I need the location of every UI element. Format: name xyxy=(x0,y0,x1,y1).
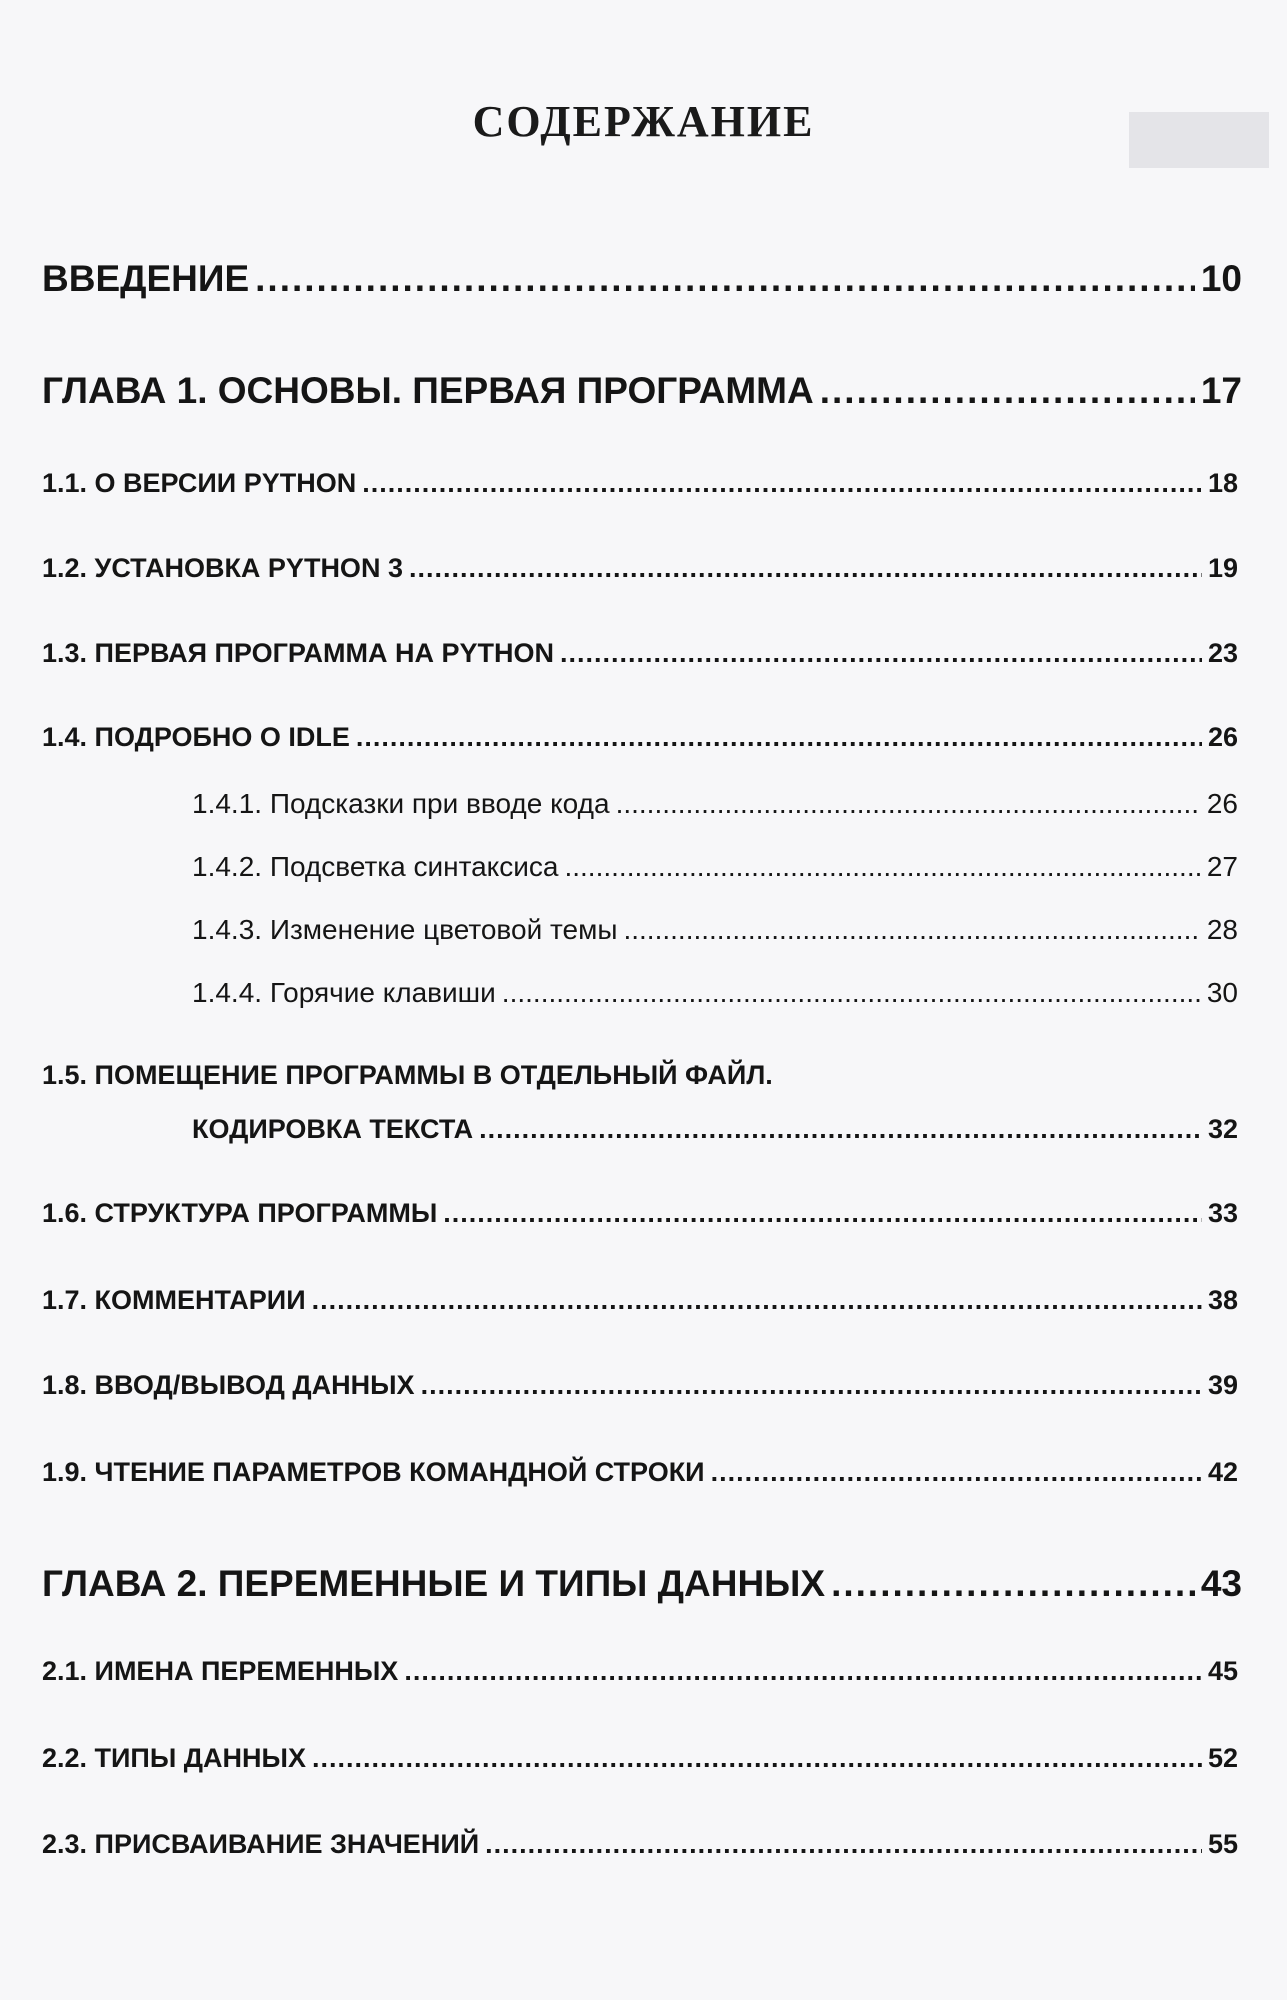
dot-leader xyxy=(362,468,1202,499)
toc-entry-section-2-2 xyxy=(42,1743,1238,1774)
toc-page-number: 42 xyxy=(1207,1457,1238,1487)
toc-page-number: 27 xyxy=(1206,851,1238,882)
toc-entry-chapter-2 xyxy=(42,1563,1242,1605)
toc-entry-subsection-1-4-2 xyxy=(192,851,1238,883)
toc-label: 1.6. СТРУКТУРА ПРОГРАММЫ xyxy=(42,1198,438,1228)
toc-entry-section-1-7 xyxy=(42,1285,1238,1316)
toc-page-number: 23 xyxy=(1207,638,1238,668)
toc-entry-section-1-1 xyxy=(42,468,1238,499)
toc-label: ВВЕДЕНИЕ xyxy=(42,258,250,299)
toc-label: ГЛАВА 1. ОСНОВЫ. ПЕРВАЯ ПРОГРАММА xyxy=(42,370,814,411)
toc-entry-section-2-3 xyxy=(42,1829,1238,1860)
toc-entry-subsection-1-4-4 xyxy=(192,977,1238,1009)
toc-entry-subsection-1-4-3 xyxy=(192,914,1238,946)
dot-leader xyxy=(421,1370,1202,1401)
toc-label: 1.4.4. Горячие клавиши xyxy=(192,977,496,1008)
dot-leader xyxy=(356,722,1202,753)
toc-label: ГЛАВА 2. ПЕРЕМЕННЫЕ И ТИПЫ ДАННЫХ xyxy=(42,1563,826,1604)
dot-leader xyxy=(312,1285,1202,1316)
toc-label: 1.4.2. Подсветка синтаксиса xyxy=(192,851,559,882)
toc-page-number: 38 xyxy=(1207,1285,1238,1315)
toc-entry-section-1-5 xyxy=(192,1114,1238,1145)
toc-page-number: 55 xyxy=(1207,1829,1238,1859)
dot-leader xyxy=(502,977,1201,1009)
dot-leader xyxy=(820,370,1195,412)
toc-label: 1.4. ПОДРОБНО О IDLE xyxy=(42,722,350,752)
toc-entry-subsection-1-4-1 xyxy=(192,788,1238,820)
dot-leader xyxy=(560,638,1202,669)
toc-label: 1.9. ЧТЕНИЕ ПАРАМЕТРОВ КОМАНДНОЙ СТРОКИ xyxy=(42,1457,705,1487)
dot-leader xyxy=(255,258,1195,300)
toc-entry-section-1-9 xyxy=(42,1457,1238,1488)
dot-leader xyxy=(616,788,1201,820)
dot-leader xyxy=(312,1743,1202,1774)
toc-label: 1.7. КОММЕНТАРИИ xyxy=(42,1285,306,1315)
toc-label: 1.3. ПЕРВАЯ ПРОГРАММА НА PYTHON xyxy=(42,638,555,668)
dot-leader xyxy=(564,851,1200,883)
toc-entry-section-2-1 xyxy=(42,1656,1238,1687)
toc-label-line-2: КОДИРОВКА ТЕКСТА xyxy=(192,1114,474,1144)
toc-label: 1.4.3. Изменение цветовой темы xyxy=(192,914,618,945)
toc-page-number: 28 xyxy=(1206,914,1238,945)
dot-leader xyxy=(623,914,1200,946)
toc-entry-section-1-3 xyxy=(42,638,1238,669)
toc-label: 1.4.1. Подсказки при вводе кода xyxy=(192,788,610,819)
toc-page-number: 30 xyxy=(1206,977,1238,1008)
toc-entry-section-1-6 xyxy=(42,1198,1238,1229)
toc-page-number: 17 xyxy=(1200,370,1242,411)
toc-label: 2.2. ТИПЫ ДАННЫХ xyxy=(42,1743,306,1773)
dot-leader xyxy=(443,1198,1202,1229)
toc-page-number: 39 xyxy=(1207,1370,1238,1400)
toc-page-number: 18 xyxy=(1207,468,1238,498)
toc-page-number: 26 xyxy=(1207,722,1238,752)
toc-page-number: 10 xyxy=(1200,258,1242,299)
toc-page-number: 52 xyxy=(1207,1743,1238,1773)
page-title: СОДЕРЖАНИЕ xyxy=(472,97,815,146)
toc-entry-chapter-1 xyxy=(42,370,1242,412)
toc-label: 1.8. ВВОД/ВЫВОД ДАННЫХ xyxy=(42,1370,415,1400)
toc-entry-introduction xyxy=(42,258,1242,300)
toc-label-line-1: 1.5. ПОМЕЩЕНИЕ ПРОГРАММЫ В ОТДЕЛЬНЫЙ ФАЙЛ. xyxy=(42,1060,773,1090)
toc-page-number: 43 xyxy=(1200,1563,1242,1604)
dot-leader xyxy=(831,1563,1195,1605)
toc-label: 2.1. ИМЕНА ПЕРЕМЕННЫХ xyxy=(42,1656,399,1686)
toc-label: 1.2. УСТАНОВКА PYTHON 3 xyxy=(42,553,403,583)
toc-page-number: 45 xyxy=(1207,1656,1238,1686)
toc-page-number: 19 xyxy=(1207,553,1238,583)
toc-entry-section-1-4 xyxy=(42,722,1238,753)
toc-label: 1.1. О ВЕРСИИ PYTHON xyxy=(42,468,357,498)
dot-leader xyxy=(711,1457,1202,1488)
dot-leader xyxy=(409,553,1202,584)
toc-entry-section-1-8 xyxy=(42,1370,1238,1401)
toc-page-number: 26 xyxy=(1206,788,1238,819)
toc-page-number: 33 xyxy=(1207,1198,1238,1228)
toc-page-number: 32 xyxy=(1207,1114,1238,1144)
toc-entry-section-1-2 xyxy=(42,553,1238,584)
dot-leader xyxy=(479,1114,1202,1145)
toc-label: 2.3. ПРИСВАИВАНИЕ ЗНАЧЕНИЙ xyxy=(42,1829,480,1859)
dot-leader xyxy=(485,1829,1202,1860)
dot-leader xyxy=(404,1656,1202,1687)
